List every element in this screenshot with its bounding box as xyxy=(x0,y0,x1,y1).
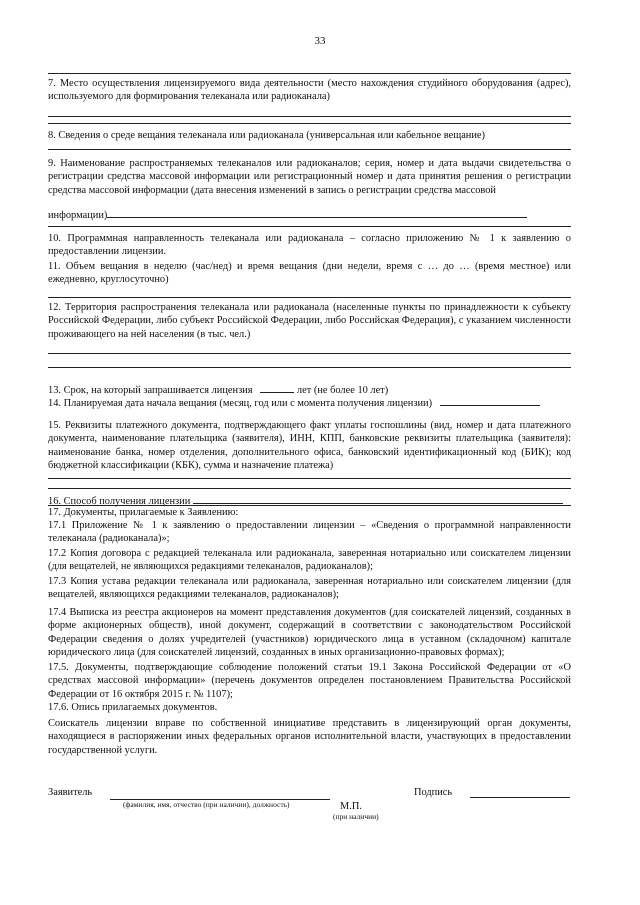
item-13-suffix: лет (не более 10 лет) xyxy=(296,385,389,396)
item-9-tail xyxy=(48,207,527,222)
item-17-2: 17.2 Копия договора с редакцией телеканала или радиоканала, заверенная нотариально или соискателем лицензии (для вещателей, не являющихся редакциями телеканалов, радиоканалов); xyxy=(48,548,571,573)
applicant-caption: (фамилия, имя, отчество (при наличии), должность) xyxy=(123,800,290,809)
item-17: 17. Документы, прилагаемые к Заявлению: xyxy=(48,507,239,518)
item-7: 7. Место осуществления лицензируемого вида деятельности (место нахождения студийного оборудования (адрес), используемого для формирования телеканала или радиоканала) xyxy=(48,78,571,103)
item-14 xyxy=(48,395,540,410)
stamp-caption: (при наличии) xyxy=(333,812,379,821)
item-7-fill-line[interactable] xyxy=(48,116,571,117)
item-12: 12. Территория распространения телеканала или радиоканала (населенные пункты по принадлежности к субъекту Российской Федерации, либо субъект Российской Федерации, либо Российская Федерация), с указанием численности проживающего на ней населения (в тыс. чел.) xyxy=(48,302,571,340)
item-10: 10. Программная направленность телеканала или радиоканала – согласно приложению № 1 к заявлению о предоставлении лицензии. xyxy=(48,233,571,258)
item-11: 11. Объем вещания в неделю (час/нед) и время вещания (дни недели, время с … до … (время местное) или ежедневно, круглосуточно) xyxy=(48,261,571,286)
signature-label: Подпись xyxy=(414,787,453,798)
item-8: 8. Сведения о среде вещания телеканала или радиоканала (универсальная или кабельное вещание) xyxy=(48,130,485,141)
item-12-fill-line-1[interactable] xyxy=(48,353,571,354)
item-17-4: 17.4 Выписка из реестра акционеров на момент представления документов (для соискателей лицензий, созданных в форме акционерных обществ), иной документ, содержащий в соответствии с законодательством Российской Федерации сведения о долях учредителей (участников) юридического лица в уставном (складочном) капитале юридического лица (для соискателей лицензий, созданных в иных организационно-правовых формах); xyxy=(48,607,571,659)
item-16-label: 16. Способ получения лицензии xyxy=(48,496,191,507)
item-9-tail-label: информации) xyxy=(48,210,108,221)
item-9-fill-line[interactable] xyxy=(107,207,527,218)
top-rule xyxy=(48,73,571,74)
signature-fill-line[interactable] xyxy=(470,797,570,798)
stamp-label: М.П. xyxy=(340,801,362,812)
item-11-fill-line[interactable] xyxy=(48,297,571,298)
item-13-label: 13. Срок, на который запрашивается лицензия xyxy=(48,385,253,396)
page-number: 33 xyxy=(314,35,326,47)
item-14-label: 14. Планируемая дата начала вещания (месяц, год или с момента получения лицензии) xyxy=(48,398,433,409)
item-17-6: 17.6. Опись прилагаемых документов. xyxy=(48,702,218,713)
item-13-fill-line[interactable] xyxy=(260,382,294,393)
item-15-fill-line-2[interactable] xyxy=(48,488,571,489)
item-16-fill-line[interactable] xyxy=(193,493,563,504)
applicant-label: Заявитель xyxy=(48,787,93,798)
item-12-fill-line-2[interactable] xyxy=(48,367,571,368)
item-9: 9. Наименование распространяемых телеканалов или радиоканалов; серия, номер и дата выдачи свидетельства о регистрации средства массовой информации или регистрационный номер и дата принятия решения о регистрации средства массовой информации (дата внесения изменений в запись о регистрации средства массовой xyxy=(48,158,571,196)
item-17-3: 17.3 Копия устава редакции телеканала или радиоканала, заверенная нотариально или соискателем лицензии (для вещателей, являющихся редакциями телеканалов, радиоканалов); xyxy=(48,576,571,601)
applicant-note: Соискатель лицензии вправе по собственной инициативе представить в лицензирующий орган документы, находящиеся в распоряжении иных федеральных органов исполнительной власти, участвующих в предоставлении государственной услуги. xyxy=(48,718,571,756)
item-17-1: 17.1 Приложение № 1 к заявлению о предоставлении лицензии – «Сведения о программной направленности телеканала (радиоканала)»; xyxy=(48,520,571,545)
separator-rule xyxy=(48,226,571,227)
item-8-fill-line[interactable] xyxy=(48,149,571,150)
item-17-5: 17.5. Документы, подтверждающие соблюдение положений статьи 19.1 Закона Российской Федерации от «О средствах массовой информации» (перечень документов определен постановлением Правительства Российской Федерации от 16 октября 2015 г. № 1107); xyxy=(48,662,571,700)
item-15: 15. Реквизиты платежного документа, подтверждающего факт уплаты госпошлины (вид, номер и дата платежного документа, наименование плательщика (заявителя), ИНН, КПП, банковские реквизиты плательщика (заявителя): наименование банка, номер отделения, дополнительного офиса, банковский идентификационный код (БИК); код бюджетной классификации (КБК), сумма и назначение платежа) xyxy=(48,420,571,472)
item-15-fill-line-1[interactable] xyxy=(48,478,571,479)
separator-rule xyxy=(48,123,571,124)
item-14-fill-line[interactable] xyxy=(440,395,540,406)
